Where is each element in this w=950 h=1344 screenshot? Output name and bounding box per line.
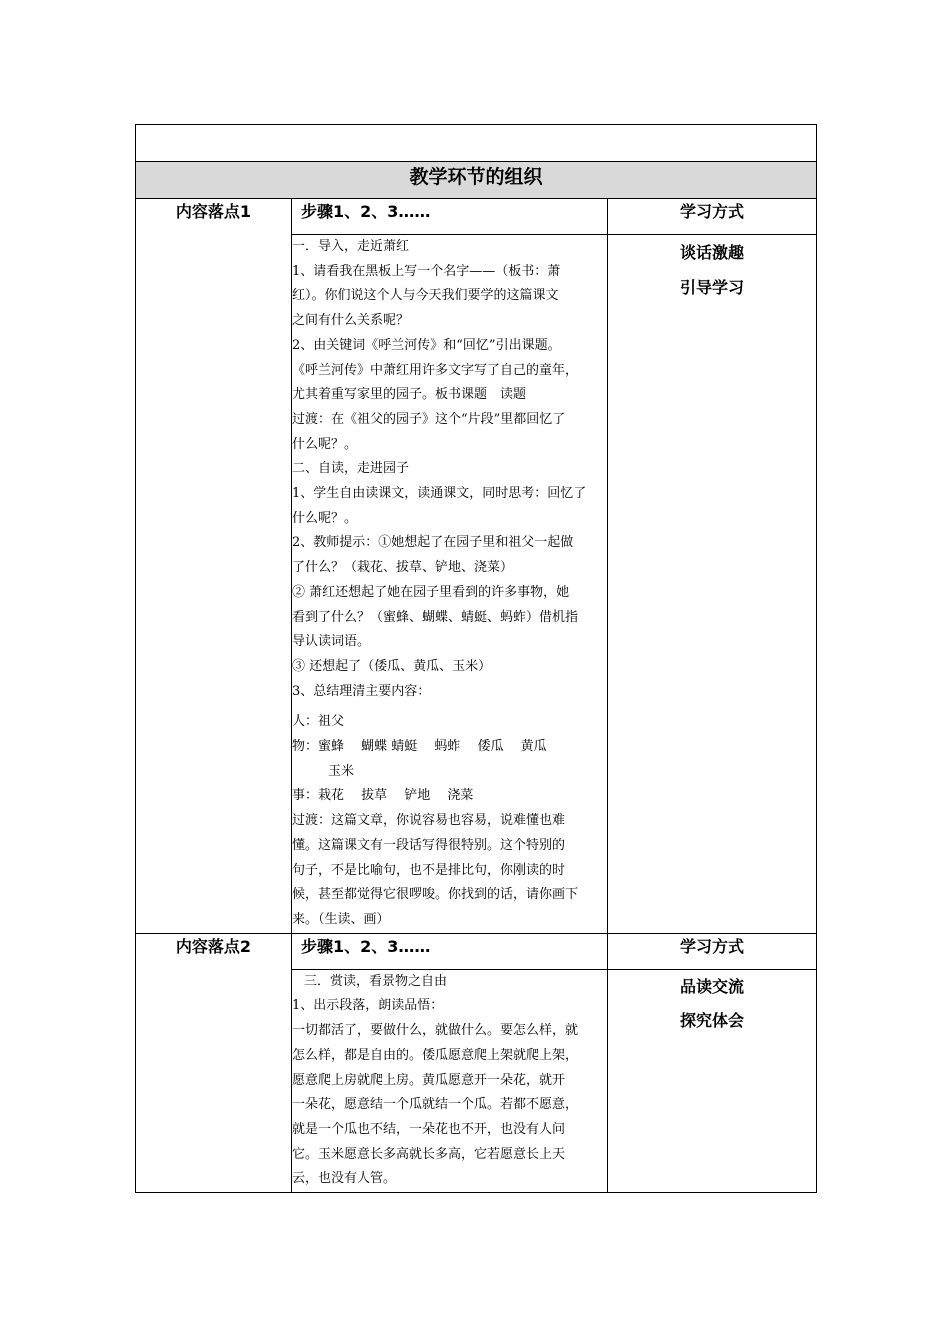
line: 1、请看我在黑板上写一个名字——（板书：萧 — [292, 263, 561, 279]
line: 玉米 — [328, 763, 355, 779]
method-item: 品读交流 — [680, 976, 745, 996]
line: 过渡：这篇文章，你说容易也容易，说难懂也难 — [292, 813, 566, 829]
line: 了什么？（栽花、拔草、铲地、浇菜） — [292, 560, 514, 576]
methods-2 — [608, 969, 817, 1192]
blank-cell — [136, 125, 817, 162]
line: 候，甚至都觉得它很啰唆。你找到的话，请你画下 — [292, 887, 579, 903]
content-point-1: 内容落点1 — [136, 199, 292, 934]
method-header-1: 学习方式 — [608, 199, 817, 235]
method-header-2: 学习方式 — [608, 933, 817, 969]
blank-top-row — [136, 125, 817, 162]
line: 《呼兰河传》中萧红用许多文字写了自己的童年， — [292, 362, 579, 378]
methods-1 — [608, 235, 817, 934]
line: 什么呢？。 — [292, 436, 358, 452]
table-title: 教学环节的组织 — [136, 162, 817, 199]
line: 懂。这篇课文有一段话写得很特别。这个特别的 — [292, 837, 566, 853]
steps-header-1: 步骤1、2、3…… — [292, 199, 608, 235]
steps-header-2: 步骤1、2、3…… — [292, 933, 608, 969]
line: 看到了什么？（蜜蜂、蝴蝶、蜻蜓、蚂蚱）借机指 — [292, 609, 579, 625]
method-item: 谈话激趣 — [680, 243, 745, 262]
method-item: 引导学习 — [680, 278, 745, 297]
content-point-2: 内容落点2 — [136, 933, 292, 1192]
block2-header-row — [136, 933, 817, 969]
method-item: 探究体会 — [680, 1010, 745, 1030]
line: 怎么样，都是自由的。倭瓜愿意爬上架就爬上架， — [292, 1047, 579, 1063]
lesson-plan-table — [135, 124, 817, 1193]
steps-content-2 — [292, 969, 608, 1192]
title-row — [136, 162, 817, 199]
line: 就是一个瓜也不结，一朵花也不开，也没有人问 — [292, 1121, 566, 1137]
line: 二、自读，走进园子 — [292, 461, 410, 477]
line: 什么呢？。 — [292, 510, 358, 526]
line: 人：祖父 — [292, 714, 345, 730]
block1-header-row — [136, 199, 817, 235]
line: 2、教师提示：①她想起了在园子里和祖父一起做 — [292, 535, 574, 551]
line: 云，也没有人管。 — [292, 1171, 397, 1187]
line: 一．导入，走近萧红 — [292, 239, 410, 254]
line: 2、由关键词《呼兰河传》和“回忆”引出课题。 — [292, 337, 561, 353]
line: 1、出示段落，朗读品悟： — [292, 998, 444, 1014]
line: 三．赏读，看景物之自由 — [304, 973, 448, 989]
steps-content-1 — [292, 235, 608, 934]
line: 句子，不是比喻句，也不是排比句，你刚读的时 — [292, 862, 566, 878]
line: ② 萧红还想起了她在园子里看到的许多事物，她 — [292, 584, 570, 600]
line: 之间有什么关系呢？ — [292, 313, 410, 329]
line: 尤其着重写家里的园子。板书课题 读题 — [292, 387, 527, 403]
line: 红）。你们说这个人与今天我们要学的这篇课文 — [292, 288, 559, 304]
line: 它。玉米愿意长多高就长多高，它若愿意长上天 — [292, 1146, 566, 1162]
line: 导认读词语。 — [292, 634, 371, 650]
line: 一切都活了，要做什么，就做什么。要怎么样，就 — [292, 1023, 579, 1039]
line: 1、学生自由读课文，读通课文，同时思考：回忆了 — [292, 486, 587, 502]
line: 愿意爬上房就爬上房。黄瓜愿意开一朵花，就开 — [292, 1072, 566, 1088]
line: ③ 还想起了（倭瓜、黄瓜、玉米） — [292, 658, 492, 674]
line: 3、总结理清主要内容： — [292, 683, 431, 699]
line: 来。（生读、画） — [292, 911, 390, 927]
line: 一朵花，愿意结一个瓜就结一个瓜。若都不愿意， — [292, 1097, 579, 1113]
line: 物：蜜蜂 蝴蝶 蜻蜓 蚂蚱 倭瓜 黄瓜 — [292, 739, 547, 755]
line: 过渡：在《祖父的园子》这个“片段”里都回忆了 — [292, 411, 566, 427]
line: 事：栽花 拔草 铲地 浇菜 — [292, 788, 474, 804]
